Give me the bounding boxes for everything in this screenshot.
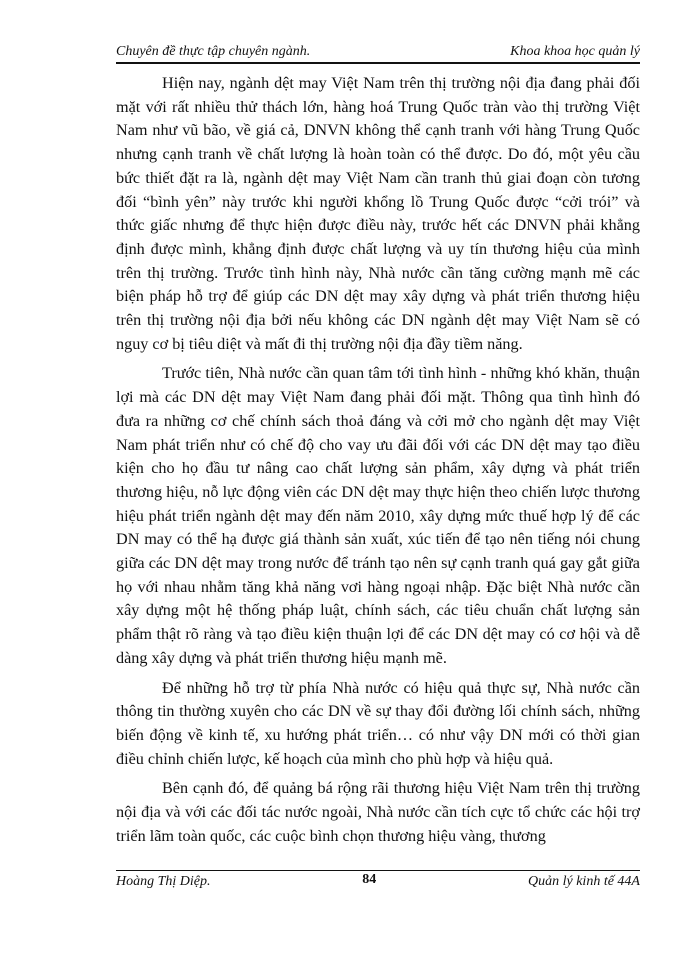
paragraph: Hiện nay, ngành dệt may Việt Nam trên thị trường nội địa đang phải đối mặt với rất nhiều thử thách lớn, hàng hoá Trung Quốc tràn vào thị trường Việt Nam như vũ bão, về giá cả, DNVN không thể cạnh tranh với hàng Trung Quốc nhưng cạnh tranh về chất lượng là hoàn toàn có thể được. Do đó, một yêu cầu bức thiết đặt ra là, ngành dệt may Việt Nam cần tranh thủ giai đoạn còn tương đối “bình yên” này trước khi người khổng lồ Trung Quốc được “cởi trói” và thức giấc nhưng để thực hiện được điều này, trước hết các DNVN phải khẳng định được mình, khẳng định được chất lượng và uy tín thương hiệu của mình trên thị trường. Trước tình hình này, Nhà nước cần tăng cường mạnh mẽ các biện pháp hỗ trợ để giúp các DN dệt may xây dựng và phát triển thương hiệu trên thị trường nội địa bởi nếu không các DN ngành dệt may Việt Nam sẽ có nguy cơ bị tiêu diệt và mất đi thị trường nội địa đầy tiềm năng. (116, 74, 640, 353)
paragraph: Trước tiên, Nhà nước cần quan tâm tới tình hình - những khó khăn, thuận lợi mà các DN dệt may Việt Nam đang phải đối mặt. Thông qua tình hình đó đưa ra những cơ chế chính sách thoả đáng và cởi mở cho ngành dệt may Việt Nam phát triển như có chế độ cho vay ưu đãi đối với các DN dệt may tạo điều kiện cho họ đầu tư nâng cao chất lượng sản phẩm, xây dựng và phát triển thương hiệu, nỗ lực động viên các DN dệt may thực hiện theo chiến lược thương hiệu phát triển ngành dệt may đến năm 2010, xây dựng mức thuế hợp lý để các DN may có thể hạ được giá thành sản xuất, xúc tiến để tạo nên tiếng nói chung giữa các DN dệt may trong nước để tránh tạo nên sự cạnh tranh quá gay gắt giữa họ với nhau nhằm tăng khả năng vơi hàng ngoại nhập. Đặc biệt Nhà nước cần xây dựng một hệ thống pháp luật, chính sách, các tiêu chuẩn chất lượng sản phẩm thật rõ ràng và tạo điều kiện thuận lợi để các DN dệt may có cơ hội và dễ dàng xây dựng và phát triển thương hiệu mạnh mẽ. (116, 364, 640, 667)
page-footer (116, 870, 640, 898)
header-faculty: Khoa khoa học quản lý (510, 44, 640, 59)
footer-class: Quản lý kinh tế 44A (528, 874, 640, 889)
page-number: 84 (362, 872, 377, 887)
paragraph: Bên cạnh đó, để quảng bá rộng rãi thương hiệu Việt Nam trên thị trường nội địa và với các đối tác nước ngoài, Nhà nước cần tích cực tổ chức các hội trợ triển lãm toàn quốc, các cuộc bình chọn thương hiệu vàng, thương (116, 779, 640, 845)
page-header (116, 38, 640, 64)
footer-author: Hoàng Thị Diệp. (116, 874, 211, 889)
header-title: Chuyên đề thực tập chuyên ngành. (116, 44, 311, 59)
paragraph: Để những hỗ trợ từ phía Nhà nước có hiệu quả thực sự, Nhà nước cần thông tin thường xuyên cho các DN về sự thay đổi đường lối chính sách, những biến động về kinh tế, xu hướng phát triển… có như vậy DN mới có thời gian điều chỉnh chiến lược, kế hoạch của mình cho phù hợp và hiệu quả. (116, 678, 640, 768)
page-body (116, 72, 640, 855)
